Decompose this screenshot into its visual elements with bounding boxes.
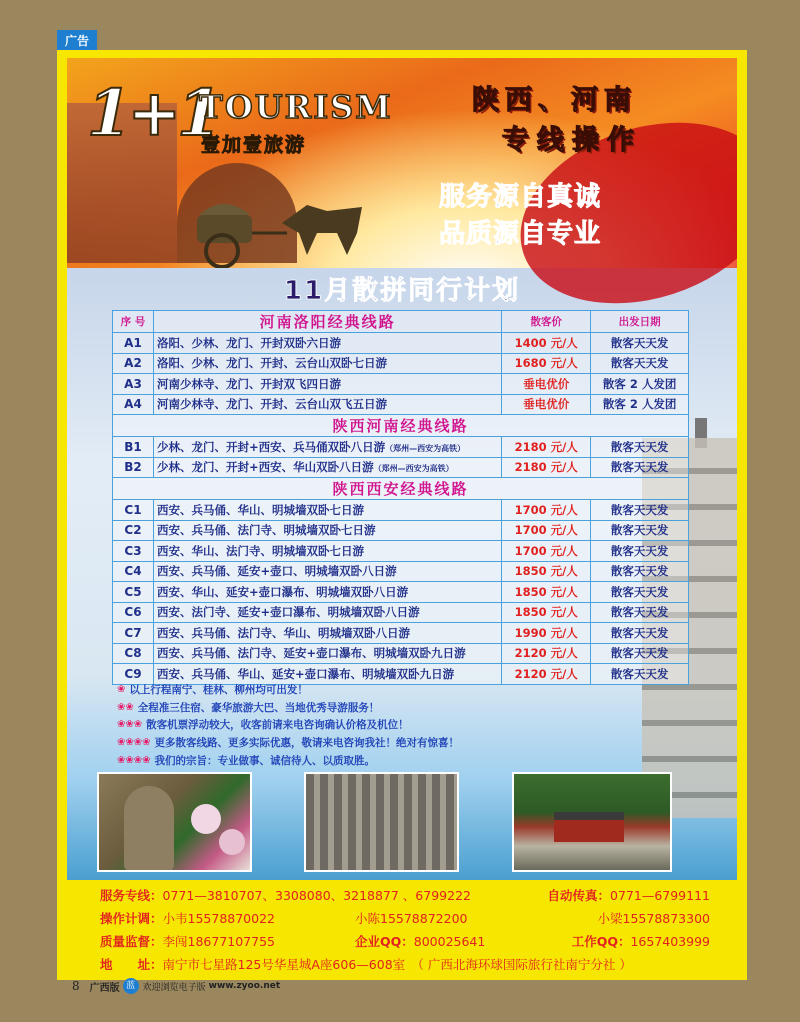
route-code: A4 (113, 394, 154, 415)
route-price: 1400 元/人 (502, 333, 591, 354)
temple-image (554, 812, 624, 842)
route-note: （郑州—西安为高铁） (373, 464, 454, 474)
note-text: 我们的宗旨：专业做事、诚信待人、以质取胜。 (154, 754, 376, 767)
route-price: 1700 元/人 (502, 520, 591, 541)
route-note: （郑州—西安为高铁） (385, 443, 466, 453)
route-name (153, 561, 501, 582)
section-title: 陕西河南经典线路 (113, 415, 689, 437)
route-text: 西安、华山、法门寺、明城墙双卧七日游 (156, 543, 364, 558)
photo-buddha-peony (97, 772, 252, 872)
hotline-row: 服务专线： 0771—3810707、3308080、3218877 、6799222 自动传真：0771—6799111 (100, 888, 710, 904)
table-row (113, 623, 689, 644)
magazine-edition: 广西版 (89, 982, 120, 994)
table-row (113, 582, 689, 603)
service-slogan-2: 品质源自专业 (439, 219, 602, 249)
route-text: 西安、兵马俑、法门寺、明城墙双卧七日游 (156, 523, 376, 538)
route-code: C9 (113, 664, 154, 685)
brand-logo: 1+1 (87, 76, 218, 151)
route-price: 1680 元/人 (502, 353, 591, 374)
route-code: C5 (113, 582, 154, 603)
header-price: 散客价 (502, 311, 591, 333)
route-price: 垂电优价 (502, 394, 591, 415)
header-seq: 序 号 (113, 311, 154, 333)
route-departure: 散客天天发 (591, 623, 689, 644)
route-price: 1700 元/人 (502, 500, 591, 521)
tour-table (112, 310, 689, 685)
photo-terracotta-army (304, 772, 459, 872)
section-title-row (113, 415, 689, 437)
work-qq: 1657403999 (630, 933, 710, 949)
address: 南宁市七星路125号华星城A座606—608室 （ 广西北海环球国际旅行社南宁分社 ） (162, 956, 632, 972)
route-name (153, 520, 501, 541)
route-name (153, 333, 501, 354)
ops-row: 操作计调： 小韦15578870022 小陈15578872200 小梁15578873300 (100, 911, 710, 927)
slogan-line2: 专线操作 (502, 125, 642, 156)
photo-shaolin-temple (512, 772, 672, 872)
route-price: 2120 元/人 (502, 643, 591, 664)
table-row (113, 353, 689, 374)
page-number: 8 (72, 979, 80, 993)
route-price: 1990 元/人 (502, 623, 591, 644)
ops-contact-1: 小韦15578870022 (162, 911, 275, 927)
route-name (153, 602, 501, 623)
route-text: 少林、龙门、开封+西安、华山双卧八日游 (156, 460, 374, 475)
route-text: 河南少林寺、龙门、开封双飞四日游 (156, 376, 341, 391)
route-price: 垂电优价 (502, 374, 591, 395)
table-row (113, 561, 689, 582)
page-footer (72, 976, 280, 996)
route-text: 西安、兵马俑、法门寺、华山、明城墙双卧八日游 (156, 625, 410, 640)
route-code: C1 (113, 500, 154, 521)
ad-panel (67, 58, 737, 880)
slogan-line1: 陕西、河南 (472, 85, 637, 116)
flower-bullet-icon: ❀❀❀❀ (117, 754, 151, 766)
route-departure: 散客天天发 (591, 561, 689, 582)
route-departure: 散客天天发 (591, 333, 689, 354)
section-title-row (113, 478, 689, 500)
footer-slogan: 欢迎浏览电子版 (142, 982, 206, 993)
note-item (117, 751, 657, 769)
brand-chinese-name: 壹加壹旅游 (201, 134, 307, 156)
table-row (113, 520, 689, 541)
brand-wordmark: TOURISM (199, 88, 393, 126)
route-code: B1 (113, 437, 154, 458)
route-code: C7 (113, 623, 154, 644)
table-header-row (113, 311, 689, 333)
route-code: C3 (113, 541, 154, 562)
service-slogan-1: 服务源自真诚 (439, 182, 602, 212)
flower-bullet-icon: ❀❀❀❀ (117, 737, 151, 749)
qa-row: 质量监督： 李闯18677107755 企业QQ：800025641 工作QQ：1657403999 (100, 933, 710, 949)
table-row (113, 602, 689, 623)
route-name (153, 374, 501, 395)
route-price: 1850 元/人 (502, 582, 591, 603)
route-name (153, 623, 501, 644)
header-departure: 出发日期 (591, 311, 689, 333)
route-code: C6 (113, 602, 154, 623)
route-code: C8 (113, 643, 154, 664)
route-name (153, 437, 501, 458)
route-departure: 散客 2 人发团 (591, 374, 689, 395)
company-qq: 800025641 (413, 933, 486, 949)
note-item (117, 681, 657, 699)
route-code: A3 (113, 374, 154, 395)
header-section-title: 河南洛阳经典线路 (153, 311, 501, 333)
flower-bullet-icon: ❀❀❀ (117, 719, 143, 731)
route-text: 少林、龙门、开封+西安、兵马俑双卧八日游 (156, 439, 386, 454)
route-code: A2 (113, 353, 154, 374)
route-text: 河南少林寺、龙门、开封、云台山双飞五日游 (156, 397, 387, 412)
route-price: 2120 元/人 (502, 664, 591, 685)
route-departure: 散客天天发 (591, 643, 689, 664)
route-text: 西安、兵马俑、延安+壶口、明城墙双卧八日游 (156, 564, 397, 579)
note-text: 散客机票浮动较大，收客前请来电咨询确认价格及机位！ (146, 719, 409, 732)
plan-title: 11月散拼同行计划 (283, 276, 521, 306)
bronze-chariot-image (187, 193, 367, 268)
note-item (117, 734, 657, 752)
route-code: C4 (113, 561, 154, 582)
qa-contact: 李闯18677107755 (162, 933, 275, 949)
route-code: C2 (113, 520, 154, 541)
hero-banner (67, 58, 737, 268)
footer-url[interactable]: www.zyoo.net (208, 981, 281, 991)
route-price: 2180 元/人 (502, 437, 591, 458)
route-code: B2 (113, 457, 154, 478)
route-departure: 散客 2 人发团 (591, 394, 689, 415)
route-departure: 散客天天发 (591, 500, 689, 521)
ad-tag: 广告 (57, 30, 97, 50)
note-item (117, 716, 657, 734)
route-departure: 散客天天发 (591, 582, 689, 603)
table-row (113, 374, 689, 395)
flower-bullet-icon: ❀ (117, 684, 126, 696)
fax-number: 0771—6799111 (610, 888, 710, 904)
magazine-badge-icon: 蓝 (123, 978, 139, 994)
route-price: 1850 元/人 (502, 561, 591, 582)
route-name (153, 500, 501, 521)
note-text: 更多散客线路、更多实际优惠，敬请来电咨询我社！绝对有惊喜！ (154, 737, 460, 750)
section-title: 陕西西安经典线路 (113, 478, 689, 500)
hotline-numbers: 0771—3810707、3308080、3218877 、6799222 (162, 888, 471, 904)
route-name (153, 457, 501, 478)
route-departure: 散客天天发 (591, 437, 689, 458)
route-name (153, 353, 501, 374)
table-row (113, 394, 689, 415)
route-departure: 散客天天发 (591, 664, 689, 685)
route-name (153, 394, 501, 415)
route-text: 西安、法门寺、延安+壶口瀑布、明城墙双卧八日游 (156, 605, 420, 620)
route-text: 西安、兵马俑、华山、明城墙双卧七日游 (156, 502, 364, 517)
route-departure: 散客天天发 (591, 602, 689, 623)
route-name (153, 541, 501, 562)
note-item (117, 699, 657, 717)
contact-info (100, 884, 710, 975)
note-text: 全程准三住宿、豪华旅游大巴、当地优秀导游服务！ (137, 701, 380, 714)
table-row (113, 541, 689, 562)
route-text: 洛阳、少林、龙门、开封双卧六日游 (156, 335, 341, 350)
table-row (113, 437, 689, 458)
note-text: 以上行程南宁、桂林、柳州均可出发！ (129, 684, 308, 697)
notes-list (117, 681, 657, 769)
route-departure: 散客天天发 (591, 457, 689, 478)
route-price: 1700 元/人 (502, 541, 591, 562)
route-text: 西安、兵马俑、法门寺、延安+壶口瀑布、明城墙双卧九日游 (156, 646, 466, 661)
address-row: 地 址： 南宁市七星路125号华星城A座606—608室 （ 广西北海环球国际旅行社南宁分社 ） (100, 956, 632, 972)
table-row (113, 333, 689, 354)
route-price: 2180 元/人 (502, 457, 591, 478)
route-code: A1 (113, 333, 154, 354)
table-row (113, 457, 689, 478)
route-departure: 散客天天发 (591, 353, 689, 374)
flower-bullet-icon: ❀❀ (117, 701, 134, 713)
route-text: 洛阳、少林、龙门、开封、云台山双卧七日游 (156, 356, 387, 371)
route-departure: 散客天天发 (591, 541, 689, 562)
route-departure: 散客天天发 (591, 520, 689, 541)
route-name (153, 582, 501, 603)
buddha-statue-image (124, 786, 174, 871)
table-row (113, 500, 689, 521)
route-text: 西安、兵马俑、华山、延安+壶口瀑布、明城墙双卧九日游 (156, 666, 455, 681)
table-row (113, 643, 689, 664)
ops-contact-3: 小梁15578873300 (597, 911, 710, 927)
ops-contact-2: 小陈15578872200 (355, 911, 468, 927)
route-text: 西安、华山、延安+壶口瀑布、明城墙双卧八日游 (156, 584, 409, 599)
route-name (153, 643, 501, 664)
route-price: 1850 元/人 (502, 602, 591, 623)
